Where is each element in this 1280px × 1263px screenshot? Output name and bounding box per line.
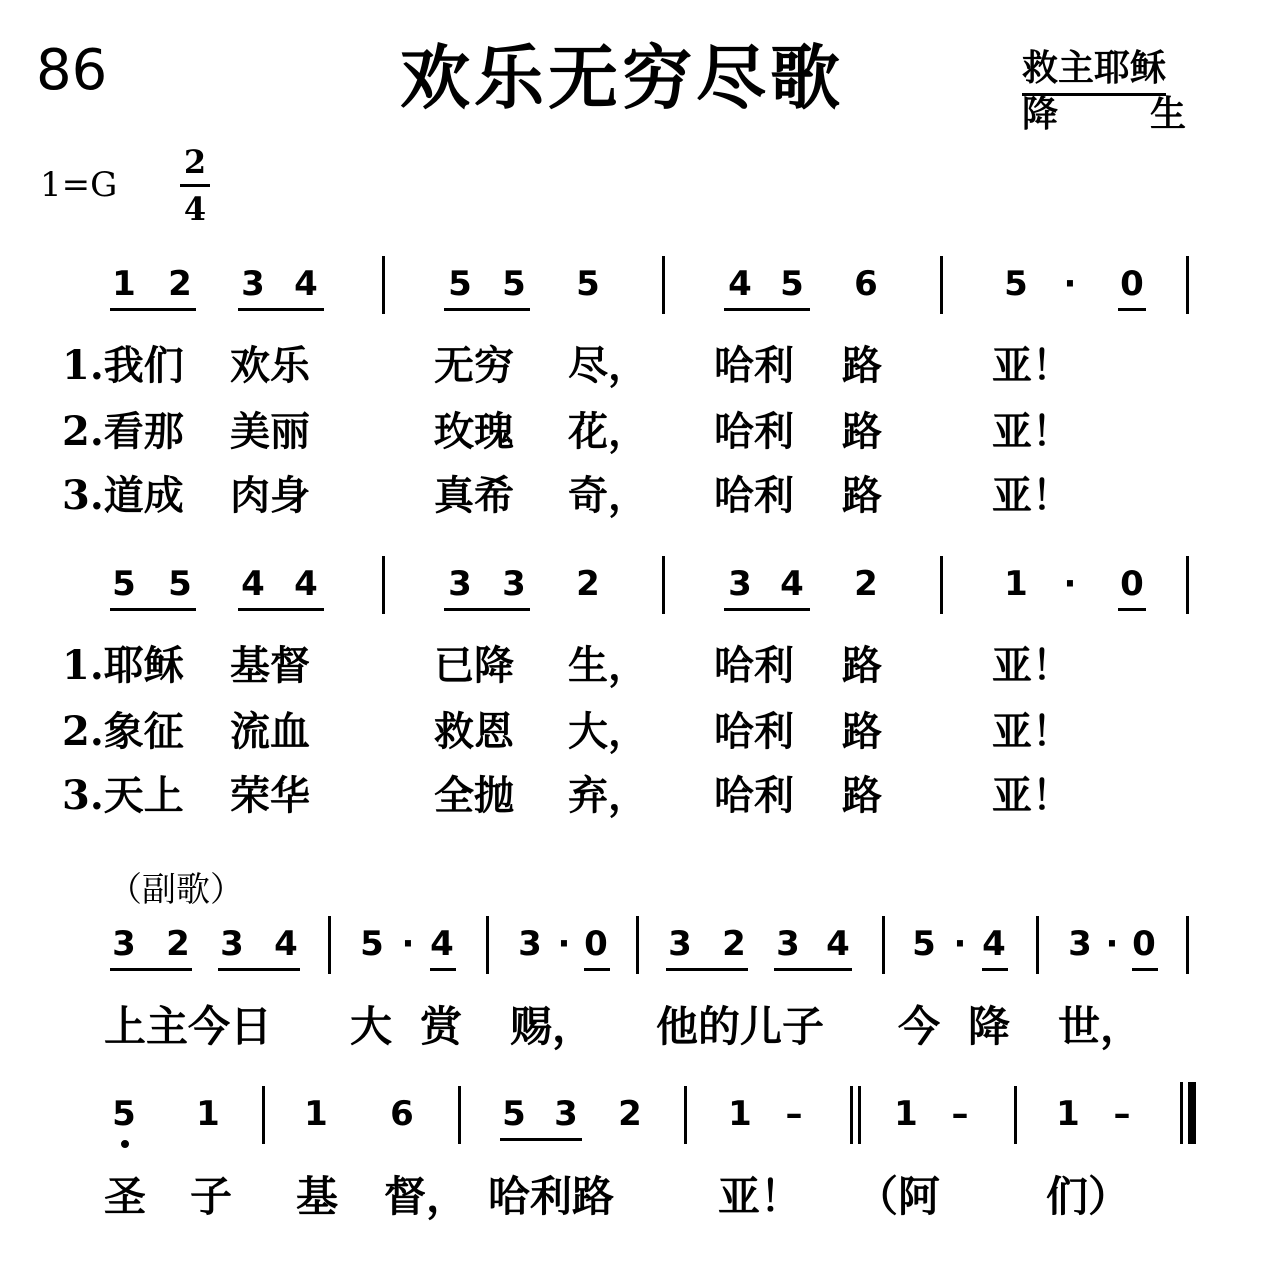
beam [1132,968,1158,971]
lyric-syllable: 路 [842,472,882,519]
lyric-syllable: 哈利 [714,642,794,689]
lyric-syllable: 亚！ [992,342,1072,389]
note-dot: · [1105,924,1119,964]
bar-line [382,256,385,314]
note: 5 [576,264,600,304]
note: 2 [854,564,878,604]
note: 2 [722,924,746,964]
lyric-syllable: 子 [190,1172,233,1221]
note: 3 [668,924,692,964]
category-label: 救主耶稣 [1022,40,1166,96]
lyric-syllable: 3.道成 [62,472,184,519]
lyric-syllable: 亚！ [992,708,1072,755]
lyric-syllable: 无穷 [434,342,514,389]
low-octave-dot [121,1140,129,1148]
note: 4 [241,564,265,604]
note: 1 [1056,1094,1080,1134]
note: 5 [112,564,136,604]
bar-line [382,556,385,614]
bar-line [1036,916,1039,974]
bar-line [1186,916,1189,974]
lyric-syllable: 欢乐 [230,342,310,389]
note-dot: · [557,924,571,964]
lyric-syllable: 玫瑰 [434,408,514,455]
lyric-syllable: 大 [350,1002,393,1051]
note: 4 [982,924,1006,964]
note: 0 [1120,564,1144,604]
lyric-syllable: 奇， [568,472,648,519]
lyric-syllable: 全抛 [434,772,514,819]
beam [238,308,324,311]
lyric-syllable: 路 [842,342,882,389]
beam [444,608,530,611]
beam [774,968,852,971]
note: 5 [502,264,526,304]
note: 2 [166,924,190,964]
beam [110,308,196,311]
note: 1 [112,264,136,304]
lyric-syllable: 路 [842,772,882,819]
note: 1 [894,1094,918,1134]
lyric-syllable: 尽， [568,342,648,389]
note: 4 [274,924,298,964]
lyric-syllable: 哈利 [714,408,794,455]
note: 5 [912,924,936,964]
note: 0 [584,924,608,964]
bar-line [458,1086,461,1144]
lyric-syllable: 基督 [230,642,310,689]
dash: – [785,1094,803,1134]
bar-line [328,916,331,974]
lyric-syllable: 流血 [230,708,310,755]
lyric-syllable: 3.天上 [62,772,184,819]
double-bar-line [858,1086,861,1144]
lyric-syllable: 世， [1058,1002,1143,1051]
note: 3 [518,924,542,964]
note: 4 [728,264,752,304]
note: 5 [448,264,472,304]
lyric-syllable: 亚！ [992,472,1072,519]
lyric-syllable: 亚！ [718,1172,803,1221]
lyric-syllable: 生， [568,642,648,689]
refrain-label: （副歌） [108,870,244,910]
bar-line [684,1086,687,1144]
note: 4 [780,564,804,604]
note: 0 [1120,264,1144,304]
note: 5 [360,924,384,964]
lyric-syllable: 1.我们 [62,342,184,389]
dash: – [1113,1094,1131,1134]
lyric-syllable: 降 [968,1002,1011,1051]
page-number: 86 [36,38,108,103]
lyric-syllable: 亚！ [992,772,1072,819]
lyric-syllable: 花， [568,408,648,455]
lyric-syllable: 们） [1046,1172,1131,1221]
note: 4 [826,924,850,964]
lyric-syllable: 督， [384,1172,469,1221]
note-dot: · [401,924,415,964]
bar-line [1014,1086,1017,1144]
lyric-syllable: 美丽 [230,408,310,455]
note: 4 [294,564,318,604]
lyric-syllable: 2.看那 [62,408,184,455]
lyric-syllable: 真希 [434,472,514,519]
lyric-syllable: 大， [568,708,648,755]
final-bar-line [1180,1082,1183,1144]
note: 5 [780,264,804,304]
note: 5 [1004,264,1028,304]
bar-line [1186,256,1189,314]
bar-line [486,916,489,974]
lyric-syllable: 已降 [434,642,514,689]
lyric-syllable: 亚！ [992,642,1072,689]
lyric-syllable: 今 [898,1002,941,1051]
lyric-syllable: 哈利 [714,708,794,755]
lyric-syllable: 哈利 [714,772,794,819]
note: 3 [728,564,752,604]
final-bar-line [1188,1082,1196,1144]
note: 1 [196,1094,220,1134]
lyric-syllable: 哈利 [714,472,794,519]
lyric-syllable: 1.耶稣 [62,642,184,689]
time-signature-bottom: 4 [183,190,207,228]
time-signature [180,143,210,228]
lyric-syllable: 荣华 [230,772,310,819]
lyric-syllable: 他的儿子 [656,1002,825,1051]
song-title: 欢乐无穷尽歌 [400,37,844,119]
note: 3 [502,564,526,604]
lyric-syllable: 路 [842,708,882,755]
note: 3 [448,564,472,604]
beam [584,968,610,971]
lyric-syllable: 赏 [420,1002,463,1051]
note: 2 [576,564,600,604]
lyric-syllable: 2.象征 [62,708,184,755]
note: 2 [618,1094,642,1134]
double-bar-line [850,1086,853,1144]
note: 4 [430,924,454,964]
note: 3 [776,924,800,964]
note: 3 [1068,924,1092,964]
beam [1118,608,1146,611]
beam [110,608,196,611]
lyric-syllable: 路 [842,642,882,689]
note: 3 [241,264,265,304]
lyric-syllable: 路 [842,408,882,455]
note: 3 [220,924,244,964]
note: 4 [294,264,318,304]
note: 3 [554,1094,578,1134]
bar-line [636,916,639,974]
beam [666,968,748,971]
bar-line [940,256,943,314]
note-dot: · [1063,564,1077,604]
category-label-part: 生 [1150,94,1187,135]
bar-line [1186,556,1189,614]
beam [1118,308,1146,311]
dash: – [951,1094,969,1134]
beam [218,968,300,971]
time-signature-top: 2 [180,146,210,187]
bar-line [662,556,665,614]
note: 3 [112,924,136,964]
note: 5 [502,1094,526,1134]
lyric-syllable: 救恩 [434,708,514,755]
note: 6 [854,264,878,304]
lyric-syllable: 弃， [568,772,648,819]
bar-line [882,916,885,974]
note: 0 [1132,924,1156,964]
note-dot: · [953,924,967,964]
beam [430,968,456,971]
lyric-syllable: （阿 [856,1172,941,1221]
lyric-syllable: 亚！ [992,408,1072,455]
beam [444,308,530,311]
note: 1 [304,1094,328,1134]
bar-line [940,556,943,614]
note: 5 [112,1094,136,1134]
beam [724,608,810,611]
beam [982,968,1008,971]
note: 5 [168,564,192,604]
lyric-syllable: 基 [296,1172,339,1221]
lyric-syllable: 哈利路 [488,1172,615,1221]
note: 1 [1004,564,1028,604]
beam [238,608,324,611]
note: 1 [728,1094,752,1134]
beam [724,308,810,311]
bar-line [262,1086,265,1144]
beam [110,968,192,971]
lyric-syllable: 赐， [510,1002,595,1051]
note-dot: · [1063,264,1077,304]
beam [500,1138,582,1141]
note: 6 [390,1094,414,1134]
lyric-syllable: 哈利 [714,342,794,389]
lyric-syllable: 上主今日 [104,1002,273,1051]
lyric-syllable: 圣 [104,1172,147,1221]
note: 2 [168,264,192,304]
category-label-part: 降 [1022,94,1059,135]
lyric-syllable: 肉身 [230,472,310,519]
key-signature: 1=G [40,165,118,205]
bar-line [662,256,665,314]
